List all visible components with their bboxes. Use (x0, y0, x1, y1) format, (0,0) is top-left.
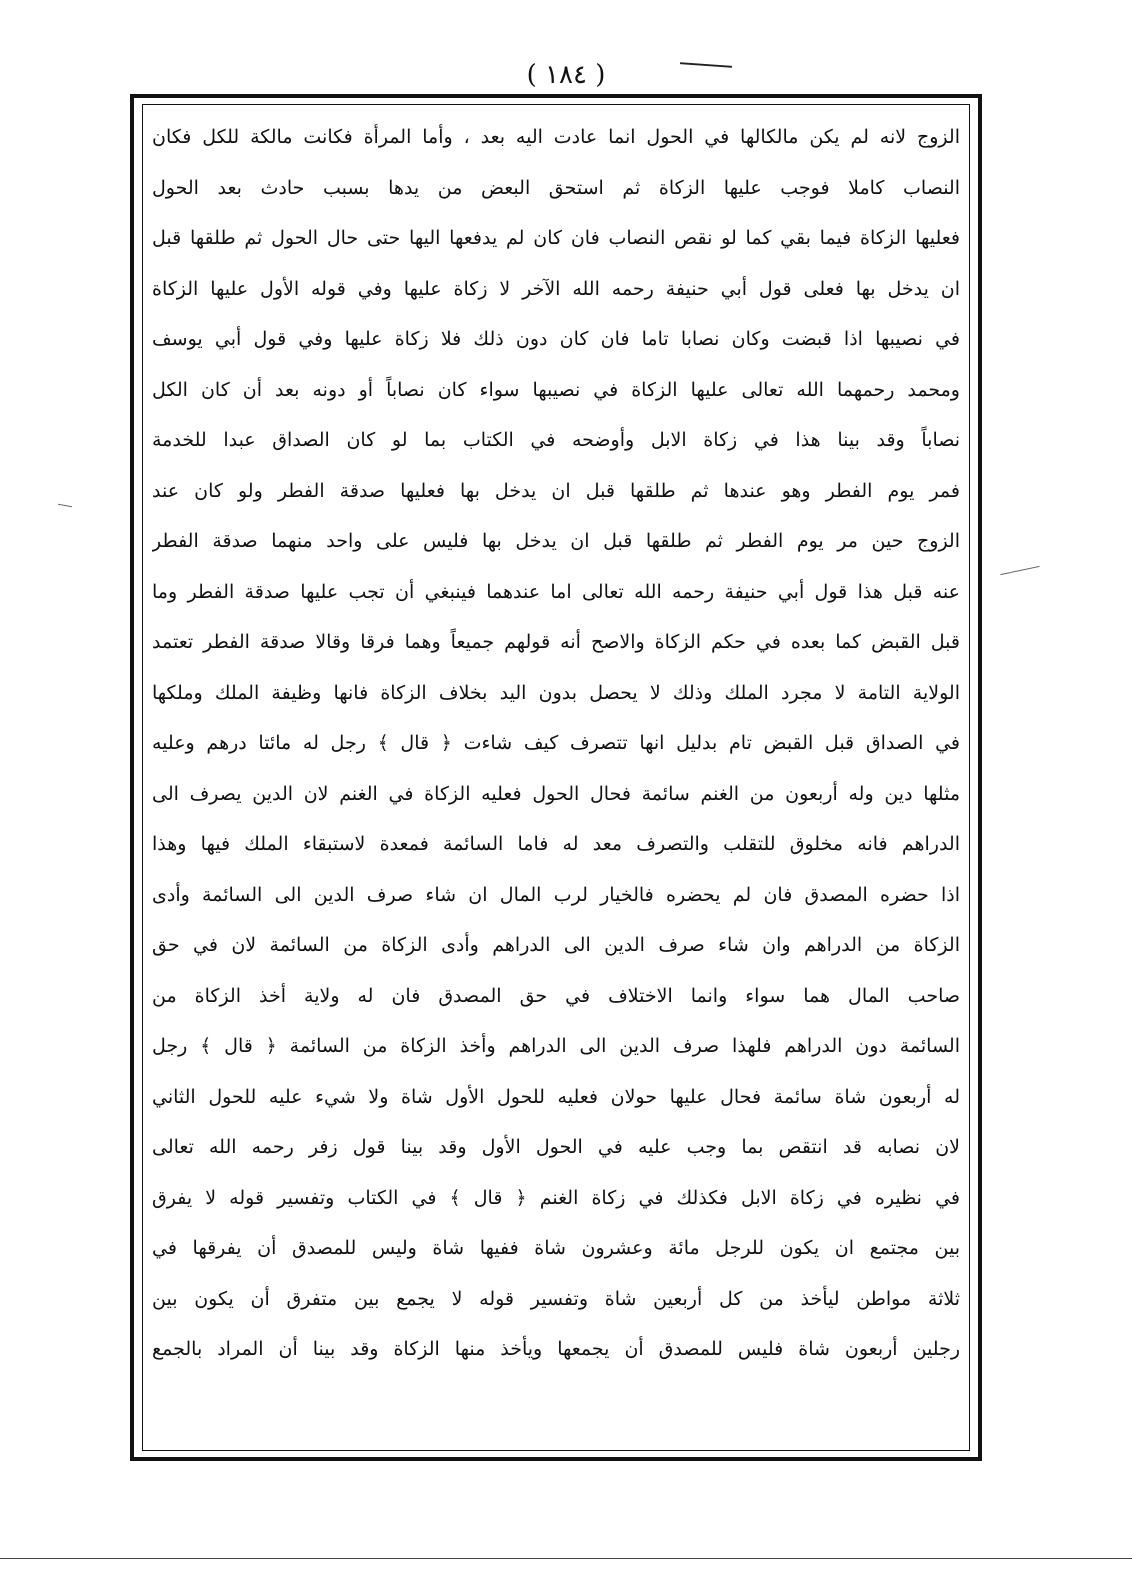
text-line-5: في نصيبها اذا قبضت وكان نصابا تاما فان كان دون ذلك فلا زكاة عليها وفي قول أبي يوسف (152, 328, 960, 350)
text-line-11: قبل القبض كما بعده في حكم الزكاة والاصح أنه قولهم جميعاً وهما فرقا وقالا صدقة الفطر تعتمد (152, 631, 960, 653)
text-line-23: بين مجتمع ان يكون للرجل مائة وعشرون شاة ففيها شاة وليس للمصدق أن يفرقها في (152, 1237, 960, 1259)
text-line-9: الزوج حين مر يوم الفطر ثم طلقها قبل ان يدخل بها فليس على واحد منهما صدقة الفطر (152, 530, 960, 552)
text-line-3: فعليها الزكاة فيما بقي كما لو نقص النصاب فان كان لم يدفعها اليها حتى حال الحول ثم طلقها قبل (152, 227, 960, 249)
text-line-8: فمر يوم الفطر وهو عندها ثم طلقها قبل ان يدخل بها فعليها صدقة الفطر ولو كان عند (152, 479, 960, 502)
text-line-1: الزوج لانه لم يكن مالكالها في الحول انما عادت اليه بعد ، وأما المرأة فكانت مالكة للكل فكان (152, 126, 960, 148)
text-line-13: في الصداق قبل القبض تام بدليل انها تتصرف كيف شاءت ﴿ قال ﴾ رجل له مائتا درهم وعليه (152, 732, 960, 754)
text-line-17: الزكاة من الدراهم وان شاء صرف الدين الى الدراهم وأدى الزكاة من السائمة لان في حق (152, 934, 960, 956)
text-line-16: اذا حضره المصدق فان لم يحضره فالخيار لرب المال ان شاء صرف الدين الى السائمة وأدى (152, 883, 960, 906)
margin-mark-right (1000, 566, 1039, 575)
text-line-20: له أربعون شاة سائمة فحال عليها حولان فعليه للحول الأول شاة ولا شيء عليه للحول الثاني (152, 1085, 960, 1108)
text-line-12: الولاية التامة لا مجرد الملك وذلك لا يحصل بدون اليد بخلاف الزكاة فانها وظيفة الملك وملكها (152, 681, 960, 704)
text-line-14: مثلها دين وله أربعون من الغنم سائمة فحال الحول فعليه الزكاة في الغنم لان الدين يصرف الى (152, 782, 960, 805)
page-number: ( ١٨٤ ) (526, 60, 606, 90)
text-line-19: السائمة دون الدراهم فلهذا صرف الدين الى الدراهم وأخذ الزكاة من السائمة ﴿ قال ﴾ رجل (152, 1035, 960, 1057)
text-line-15: الدراهم فانه مخلوق للتقلب والتصرف معد له فاما السائمة فمعدة لاستبقاء الملك فيها وهذا (152, 833, 960, 855)
text-line-18: صاحب المال هما سواء وانما الاختلاف في حق المصدق فان له ولاية أخذ الزكاة من (152, 984, 960, 1007)
text-line-21: لان نصابه قد انتقص بما وجب عليه في الحول الأول وقد بينا قول زفر رحمه الله تعالى (152, 1136, 960, 1158)
text-line-10: عنه قبل هذا قول أبي حنيفة رحمه الله تعالى اما عندهما فينبغي أن تجب عليها صدقة الفطر وما (152, 580, 960, 603)
text-body (152, 112, 960, 1444)
text-line-25: رجلين أربعون شاة فليس للمصدق أن يجمعها ويأخذ منها الزكاة وقد بينا أن المراد بالجمع (152, 1338, 960, 1360)
margin-mark-left (58, 504, 72, 507)
bottom-rule (0, 1558, 1132, 1559)
text-line-2: النصاب كاملا فوجب عليها الزكاة ثم استحق البعض من يدها بسبب حادث بعد الحول (152, 176, 960, 199)
text-line-4: ان يدخل بها فعلى قول أبي حنيفة رحمه الله الآخر لا زكاة عليها وفي قوله الأول عليها الزكاة (152, 277, 960, 300)
text-line-22: في نظيره في زكاة الابل فكذلك في زكاة الغنم ﴿ قال ﴾ في الكتاب وتفسير قوله لا يفرق (152, 1186, 960, 1209)
text-line-6: ومحمد رحمهما الله تعالى عليها الزكاة في نصيبها سواء كان نصاباً أو دونه بعد أن كان الكل (152, 378, 960, 401)
text-line-7: نصاباً وقد بينا هذا في زكاة الابل وأوضحه في الكتاب بما لو كان الصداق عبدا للخدمة (152, 429, 960, 451)
text-line-24: ثلاثة مواطن ليأخذ من كل أربعين شاة وتفسير قوله لا يجمع بين متفرق أن يكون بين (152, 1287, 960, 1310)
